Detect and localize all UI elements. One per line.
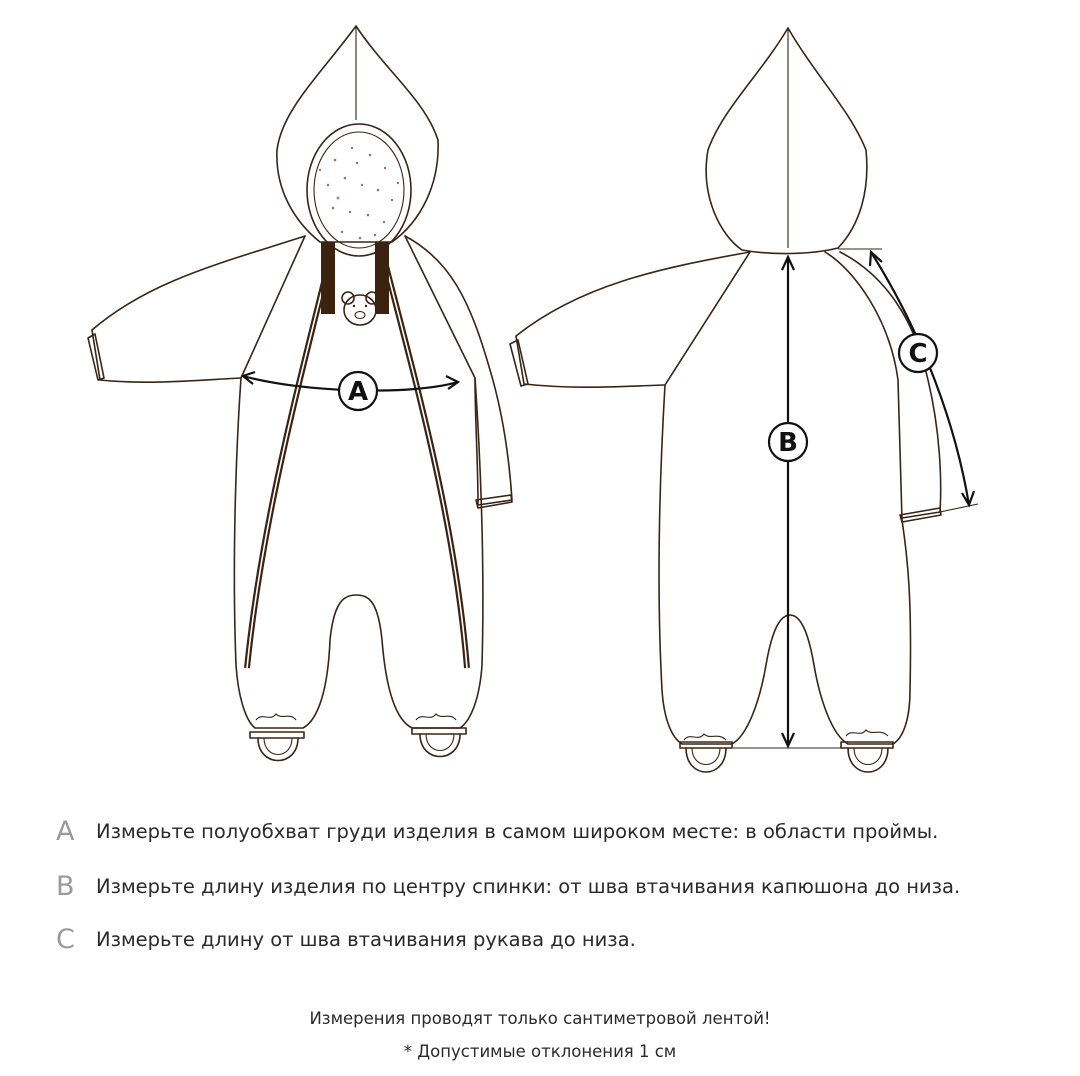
svg-text:A: A [347, 377, 369, 407]
front-hood [277, 26, 438, 242]
instruction-text: Измерьте длину изделия по центру спинки: от шва втачивания капюшона до низа. [96, 875, 961, 898]
bear-applique [342, 292, 378, 325]
front-left-sleeve [92, 236, 305, 382]
instruction-letter: A [56, 816, 75, 847]
back-view-jumpsuit [510, 28, 978, 772]
instruction-letter: C [56, 924, 75, 955]
badge-b [769, 423, 807, 461]
measurement-c-arrow [870, 252, 974, 505]
badge-a [339, 372, 377, 410]
instruction-text: Измерьте длину от шва втачивания рукава до низа. [96, 928, 636, 951]
front-zippers [247, 242, 467, 668]
svg-text:B: B [778, 428, 798, 458]
back-feet [680, 730, 893, 772]
tolerance-note: * Допустимые отклонения 1 см [403, 1042, 677, 1061]
instruction-b [56, 871, 960, 902]
front-right-sleeve [405, 236, 512, 505]
front-feet [250, 714, 466, 761]
measurement-b-arrow [782, 257, 794, 746]
instruction-text: Измерьте полуобхват груди изделия в самом широком месте: в области проймы. [96, 820, 939, 843]
badge-c [899, 334, 937, 372]
front-body-outline [234, 236, 483, 728]
instruction-a [56, 816, 938, 847]
svg-text:C: C [908, 339, 928, 369]
instruction-c [56, 924, 636, 955]
front-view-jumpsuit [88, 26, 512, 761]
back-body-outline [659, 252, 911, 744]
back-right-sleeve [840, 252, 941, 518]
front-face-opening [307, 124, 411, 256]
face-dots-pattern [319, 147, 399, 240]
back-hood [706, 28, 867, 254]
back-left-sleeve [516, 252, 750, 387]
tape-note: Измерения проводят только сантиметровой лентой! [309, 1009, 771, 1028]
instruction-letter: B [56, 871, 75, 902]
